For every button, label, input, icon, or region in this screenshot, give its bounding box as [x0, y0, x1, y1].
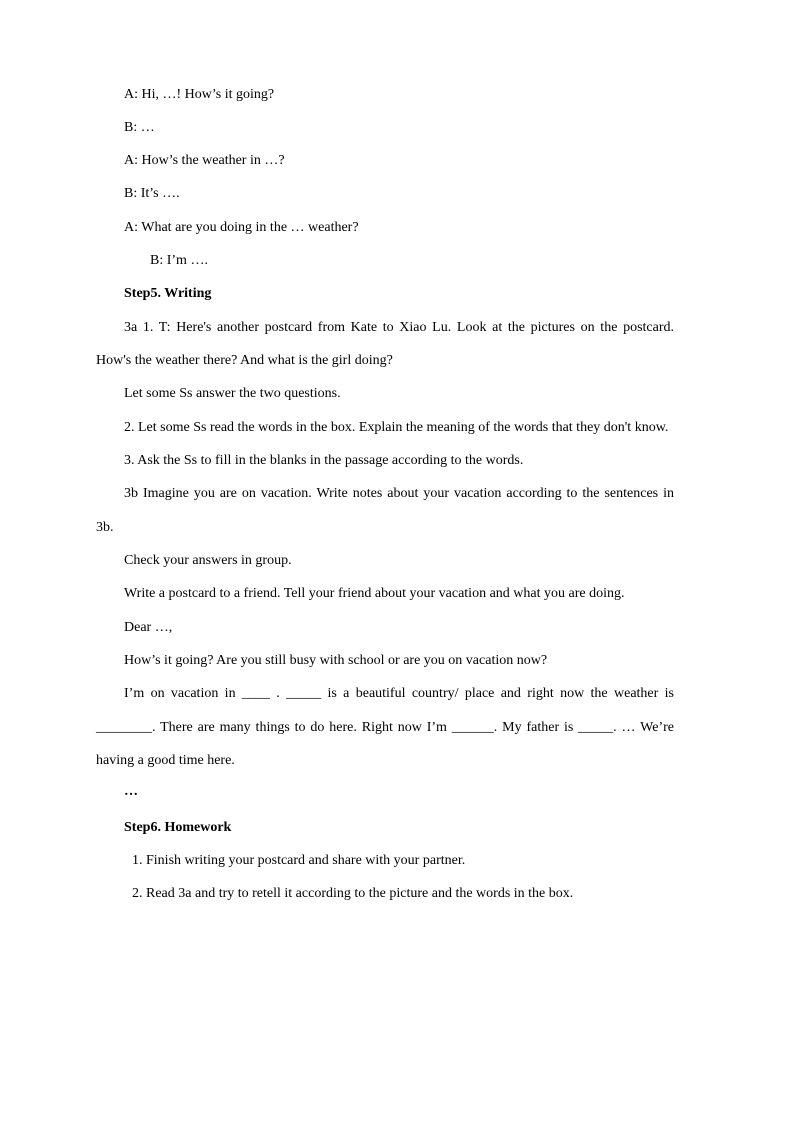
step5-3a-line2: How's the weather there? And what is the girl doing?	[96, 353, 393, 368]
dialogue-line-a3: A: What are you doing in the … weather?	[124, 220, 359, 235]
postcard-how-going: How’s it going? Are you still busy with school or are you on vacation now?	[124, 653, 548, 668]
step5-3a-line1: 3a 1. T: Here's another postcard from Kate to Xiao Lu. Look at the pictures on the postcard.	[124, 320, 674, 335]
postcard-ellipsis: …	[124, 784, 138, 799]
postcard-vacation-line1: I’m on vacation in ____ . _____ is a beautiful country/ place and right now the weather is	[124, 686, 674, 701]
step5-let-answer: Let some Ss answer the two questions.	[124, 386, 341, 401]
postcard-greeting: Dear …,	[124, 620, 173, 635]
postcard-vacation-line3: having a good time here.	[96, 753, 235, 768]
step5-write-postcard: Write a postcard to a friend. Tell your friend about your vacation and what you are doing.	[124, 586, 625, 601]
step5-3b-line2: 3b.	[96, 520, 114, 535]
postcard-vacation-line2: ________. There are many things to do here. Right now I’m ______. My father is _____. … We’re	[96, 720, 674, 735]
step5-heading: Step5. Writing	[124, 286, 212, 301]
step5-fill-blanks: 3. Ask the Ss to fill in the blanks in the passage according to the words.	[124, 453, 524, 468]
step5-3b-line1: 3b Imagine you are on vacation. Write notes about your vacation according to the sentences in	[124, 486, 674, 501]
dialogue-line-a2: A: How’s the weather in …?	[124, 153, 285, 168]
step6-item-2: 2. Read 3a and try to retell it according to the picture and the words in the box.	[132, 886, 574, 901]
dialogue-line-a1: A: Hi, …! How’s it going?	[124, 87, 275, 102]
dialogue-line-b3: B: I’m ….	[150, 253, 208, 268]
dialogue-line-b2: B: It’s ….	[124, 186, 180, 201]
dialogue-line-b1: B: …	[124, 120, 155, 135]
step6-item-1: 1. Finish writing your postcard and share with your partner.	[132, 853, 466, 868]
step5-check-answers: Check your answers in group.	[124, 553, 292, 568]
step6-heading: Step6. Homework	[124, 820, 232, 835]
step5-read-words: 2. Let some Ss read the words in the box. Explain the meaning of the words that they don't know.	[124, 420, 669, 435]
